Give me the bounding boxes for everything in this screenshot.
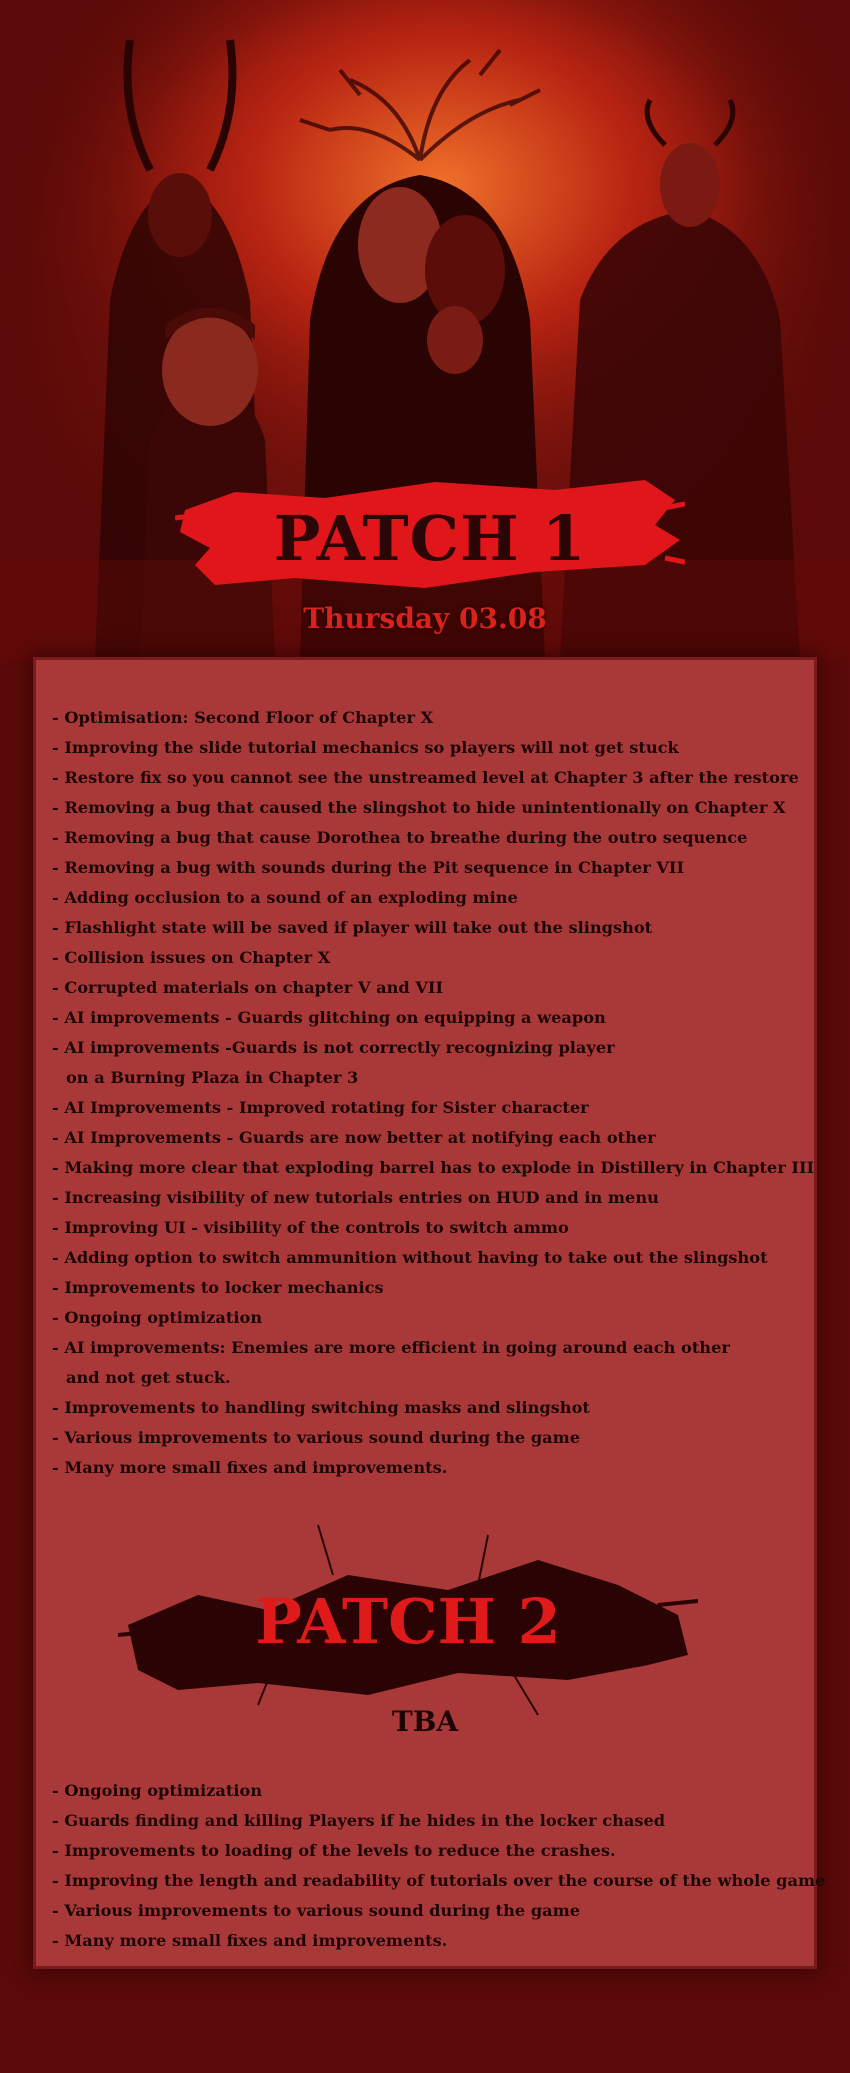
list-item: - Various improvements to various sound during the game [52, 1901, 581, 1920]
list-item: - Optimisation: Second Floor of Chapter X [52, 708, 434, 727]
list-item-text: - AI improvements: Enemies are more efficient in going around each other [52, 1338, 730, 1357]
list-item-continuation: on a Burning Plaza in Chapter 3 [66, 1068, 359, 1087]
list-item: - Flashlight state will be saved if player will take out the slingshot [52, 918, 653, 937]
patch-1-title: PATCH 1 [273, 502, 587, 575]
list-item: - Many more small fixes and improvements. [52, 1931, 448, 1950]
list-item: - Improvements to locker mechanics [52, 1278, 384, 1297]
list-item [52, 1333, 822, 1393]
list-item: - Increasing visibility of new tutorials entries on HUD and in menu [52, 1188, 659, 1207]
list-item: - Improvements to loading of the levels to reduce the crashes. [52, 1841, 616, 1860]
list-item: - Collision issues on Chapter X [52, 948, 331, 967]
list-item: - Removing a bug that caused the slingshot to hide unintentionally on Chapter X [52, 798, 786, 817]
list-item: - Ongoing optimization [52, 1308, 263, 1327]
list-item: - Making more clear that exploding barrel has to explode in Distillery in Chapter III [52, 1158, 815, 1177]
patch-1-change-list [52, 703, 822, 1483]
list-item: - Removing a bug that cause Dorothea to breathe during the outro sequence [52, 828, 748, 847]
list-item: - Corrupted materials on chapter V and VII [52, 978, 444, 997]
patch-2-change-list [52, 1776, 826, 1956]
list-item [52, 1033, 822, 1093]
patch-1-date: Thursday 03.08 [303, 602, 547, 635]
list-item: - Improving the length and readability of tutorials over the course of the whole game [52, 1871, 826, 1890]
list-item: - Improving the slide tutorial mechanics so players will not get stuck [52, 738, 679, 757]
list-item: - Adding option to switch ammunition without having to take out the slingshot [52, 1248, 768, 1267]
list-item-continuation: and not get stuck. [66, 1368, 231, 1387]
list-item: - Various improvements to various sound during the game [52, 1428, 581, 1447]
patch-1-banner [175, 470, 685, 595]
list-item: - Many more small fixes and improvements. [52, 1458, 448, 1477]
patch-2-date: TBA [391, 1705, 459, 1738]
list-item: - Removing a bug with sounds during the Pit sequence in Chapter VII [52, 858, 685, 877]
list-item: - AI improvements - Guards glitching on equipping a weapon [52, 1008, 606, 1027]
list-item: - AI Improvements - Guards are now better at notifying each other [52, 1128, 656, 1147]
patch-2-banner [118, 1505, 698, 1725]
list-item: - Improvements to handling switching masks and slingshot [52, 1398, 590, 1417]
list-item: - AI Improvements - Improved rotating for Sister character [52, 1098, 589, 1117]
patch-2-title: PATCH 2 [255, 1585, 561, 1658]
list-item: - Improving UI - visibility of the controls to switch ammo [52, 1218, 569, 1237]
list-item: - Adding occlusion to a sound of an exploding mine [52, 888, 518, 907]
list-item: - Ongoing optimization [52, 1781, 263, 1800]
list-item-text: - AI improvements -Guards is not correctly recognizing player [52, 1038, 615, 1057]
list-item: - Guards finding and killing Players if he hides in the locker chased [52, 1811, 666, 1830]
list-item: - Restore fix so you cannot see the unstreamed level at Chapter 3 after the restore [52, 768, 799, 787]
